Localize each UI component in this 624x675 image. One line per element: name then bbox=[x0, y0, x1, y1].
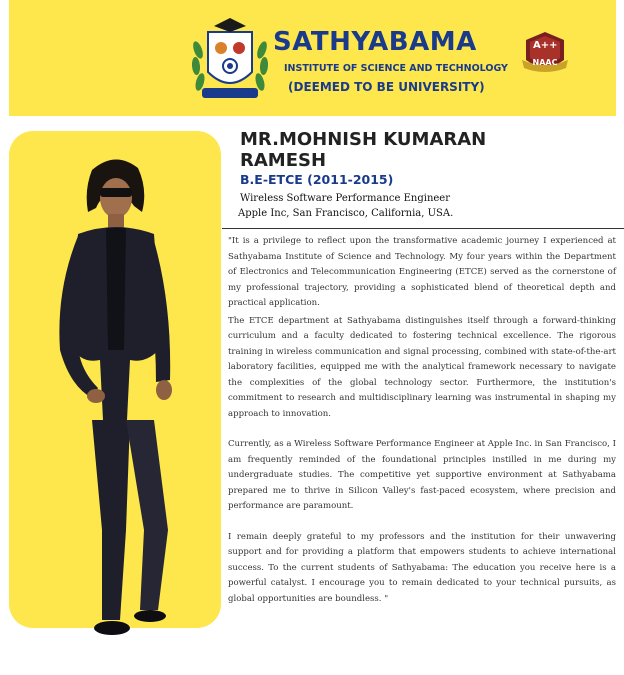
alumnus-name-line1: MR.MOHNISH KUMARAN bbox=[240, 129, 487, 150]
deemed-university-label: (DEEMED TO BE UNIVERSITY) bbox=[288, 80, 485, 94]
alumnus-name-line2: RAMESH bbox=[240, 150, 327, 171]
testimonial-text bbox=[228, 234, 616, 609]
university-subtitle: INSTITUTE OF SCIENCE AND TECHNOLOGY bbox=[284, 63, 508, 74]
section-divider bbox=[222, 228, 624, 229]
alumnus-degree: B.E-ETCE (2011-2015) bbox=[240, 172, 394, 187]
alumnus-role: Wireless Software Performance Engineer bbox=[240, 193, 451, 204]
testimonial-paragraph: The ETCE department at Sathyabama distinguishes itself through a forward-thinking curriculum and a faculty dedicated to fostering technical excellence. The rigorous training in wireless communication and signal processing, combined with state-of-the-art laboratory facilities, equipped me with the analytical framework necessary to navigate the complexities of the global technology sector. Furthermore, the institution's commitment to research and multidisciplinary learning was instrumental in shaping my approach to innovation. bbox=[228, 315, 616, 419]
university-crest-logo bbox=[188, 10, 272, 106]
alumnus-photo bbox=[30, 150, 200, 650]
alumnus-organization: Apple Inc, San Francisco, California, USA. bbox=[238, 208, 454, 219]
testimonial-paragraph: Currently, as a Wireless Software Performance Engineer at Apple Inc. in San Francisco, I am frequently reminded of the foundational principles instilled in me during my undergraduate studies. The competitive yet supportive environment at Sathyabama prepared me to thrive in Silicon Valley's fast-paced ecosystem, where precision and performance are paramount. bbox=[228, 439, 616, 511]
alumnus-name bbox=[240, 129, 520, 171]
naac-badge-icon bbox=[520, 30, 570, 74]
university-name: SATHYABAMA bbox=[273, 27, 477, 57]
testimonial-paragraph: "It is a privilege to reflect upon the transformative academic journey I experienced at Sathyabama Institute of Science and Technology. My four years within the Department of Electronics and Telecommunication Engineering (ETCE) served as the cornerstone of my professional trajectory, providing a sophisticated blend of theoretical depth and practical application. bbox=[228, 236, 616, 308]
testimonial-paragraph: I remain deeply grateful to my professors and the institution for their unwavering support and for providing a platform that empowers students to achieve international success. To the current students of Sathyabama: The education you receive here is a powerful catalyst. I encourage you to remain dedicated to your technical pursuits, as global opportunities are boundless. " bbox=[228, 531, 616, 604]
naac-label: NAAC bbox=[532, 58, 558, 67]
naac-grade: A++ bbox=[533, 40, 558, 51]
